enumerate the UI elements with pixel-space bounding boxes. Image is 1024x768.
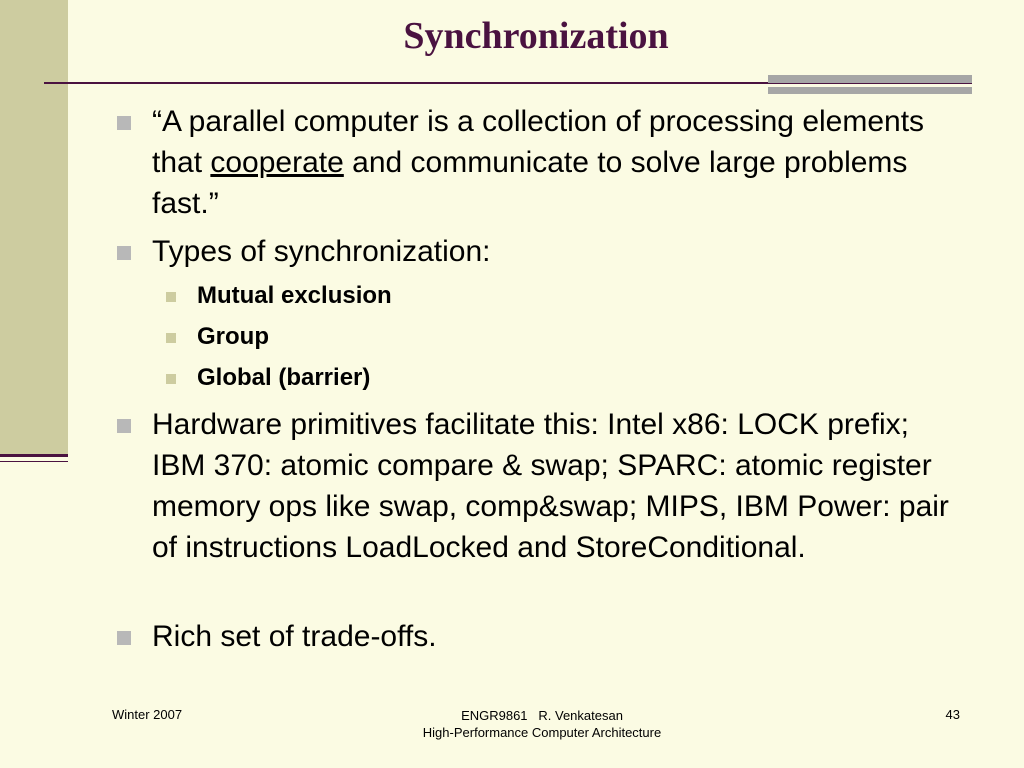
bullet-marker (117, 116, 131, 130)
footer-date: Winter 2007 (112, 707, 183, 722)
sub-bullet-marker (166, 374, 176, 384)
footer-course (392, 707, 692, 741)
bullet-text: and communicate to solve large problems fast.” (152, 146, 908, 220)
bullet-text: “A parallel computer is a collection of processing elements that (152, 105, 925, 179)
sub-bullet-item: Global (barrier) (197, 364, 371, 391)
page-number: 43 (945, 707, 960, 722)
bullet-item: Rich set of trade-offs. (152, 620, 437, 653)
bullet-item: Hardware primitives facilitate this: Intel x86: LOCK prefix; IBM 370: atomic compare & swap; SPARC: atomic register memory ops like swap, comp&swap; MIPS, IBM Power: pair of instructions LoadLocked and StoreConditional. (152, 408, 949, 564)
footer-course-line: High-Performance Computer Architecture (422, 725, 662, 740)
bullet-marker (117, 246, 131, 260)
sub-bullet-item: Group (197, 323, 269, 350)
bullet-item: Types of synchronization: (152, 235, 491, 268)
slide-title: Synchronization (403, 15, 669, 57)
bullet-marker (117, 419, 131, 433)
bullet-marker (117, 631, 131, 645)
sub-bullet-marker (166, 292, 176, 302)
underlined-term: cooperate (210, 146, 344, 179)
footer-course-line: ENGR9861 R. Venkatesan (461, 708, 623, 723)
bullet-item (152, 101, 952, 224)
sub-bullet-marker (166, 333, 176, 343)
sub-bullet-item: Mutual exclusion (197, 282, 392, 309)
